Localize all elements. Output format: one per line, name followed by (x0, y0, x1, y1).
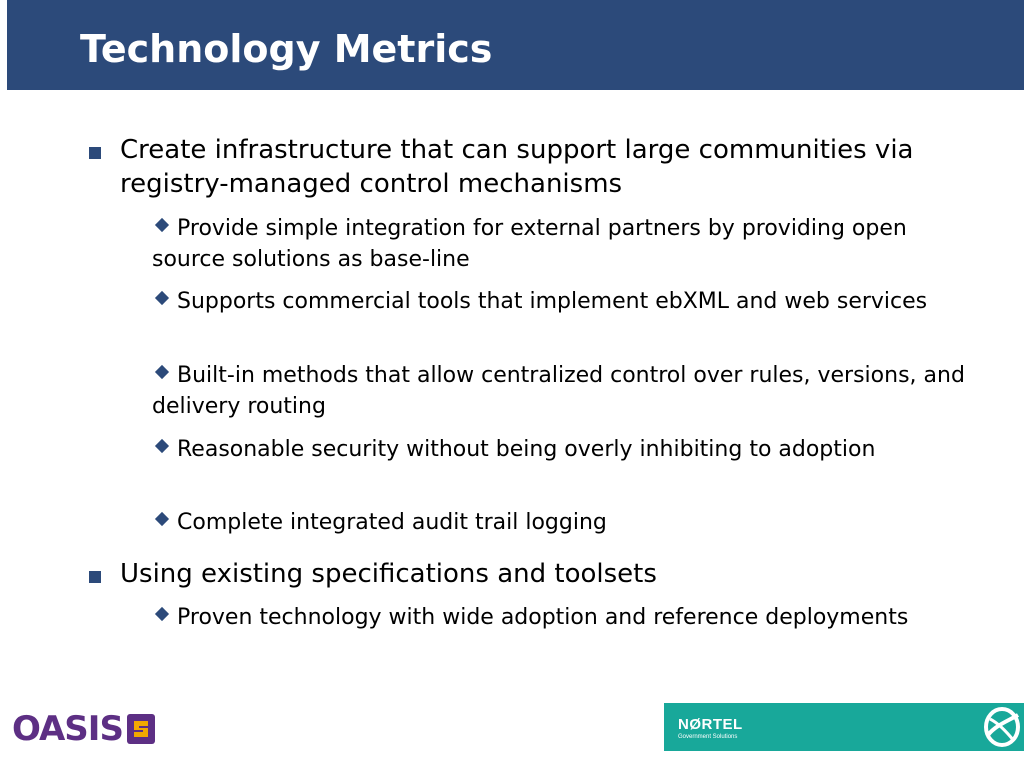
sub-bullet-item (152, 213, 972, 275)
sub-bullet-text: Complete integrated audit trail logging (177, 510, 607, 535)
sub-bullet-item (152, 602, 972, 633)
sub-bullet-text: Provide simple integration for external partners by providing open source solutions as base-line (152, 216, 907, 272)
oasis-logo-text: OASIS (12, 709, 123, 749)
nortel-logo (664, 703, 1024, 751)
bullet-item (120, 133, 970, 201)
sub-bullet-text: Reasonable security without being overly inhibiting to adoption (177, 437, 876, 462)
nortel-logo-text: NØRTEL (678, 716, 743, 733)
sub-bullet-item (152, 507, 972, 538)
sub-bullet-item (152, 434, 972, 465)
square-bullet-icon (89, 147, 101, 159)
oasis-logo (12, 707, 155, 751)
globe-icon (982, 705, 1022, 749)
diamond-bullet-icon (155, 607, 169, 621)
diamond-bullet-icon (155, 365, 169, 379)
diamond-bullet-icon (155, 218, 169, 232)
nortel-logo-subtitle: Government Solutions (678, 734, 738, 740)
sub-bullet-item (152, 360, 972, 422)
diamond-bullet-icon (155, 439, 169, 453)
bullet-text: Using existing specifications and toolsets (120, 559, 657, 589)
sub-bullet-text: Built-in methods that allow centralized control over rules, versions, and delivery routing (152, 363, 965, 419)
bullet-text: Create infrastructure that can support large communities via registry-managed control mechanisms (120, 135, 914, 199)
slide-title: Technology Metrics (80, 27, 493, 71)
sub-bullet-item (152, 286, 972, 317)
square-bullet-icon (89, 571, 101, 583)
sub-bullet-text: Supports commercial tools that implement ebXML and web services (177, 289, 928, 314)
oasis-mark-icon (127, 714, 155, 744)
diamond-bullet-icon (155, 291, 169, 305)
bullet-item (120, 557, 970, 591)
diamond-bullet-icon (155, 512, 169, 526)
sub-bullet-text: Proven technology with wide adoption and reference deployments (177, 605, 909, 630)
